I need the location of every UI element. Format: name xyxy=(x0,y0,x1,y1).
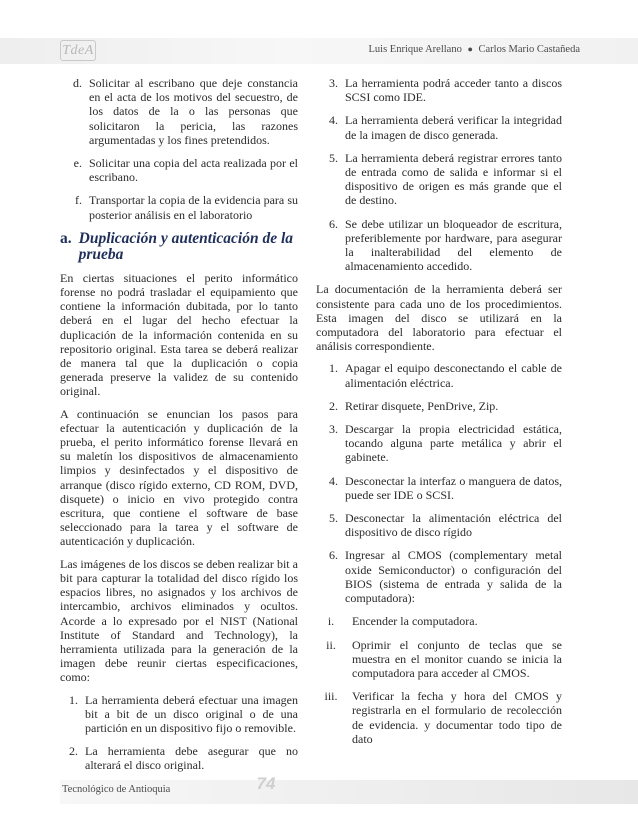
list-marker: 6. xyxy=(329,216,338,231)
list-item-text: Encender la computadora. xyxy=(352,614,478,629)
list-item-text: Oprimir el conjunto de teclas que se muestra en el monitor cuando se inicia la computadora para acceder al CMOS. xyxy=(352,637,562,680)
list-item xyxy=(316,399,562,413)
list-item-text: La herramienta deberá verificar la integridad de la imagen de disco generada. xyxy=(345,113,562,142)
list-marker: ii. xyxy=(326,637,336,652)
list-item xyxy=(60,156,298,184)
right-column xyxy=(316,76,562,755)
list-item-text: Se debe utilizar un bloqueador de escritura, preferiblemente por hardware, para asegurar la inalterabilidad del elemento de almacenamiento accedido. xyxy=(345,216,562,274)
list-marker: 4. xyxy=(329,473,338,488)
list-marker: 2. xyxy=(69,744,78,759)
list-item-text: Apagar el equipo desconectando el cable de alimentación eléctrica. xyxy=(345,361,562,390)
list-item xyxy=(316,76,562,104)
body-paragraph: En ciertas situaciones el perito informático forense no podrá trasladar el equipamiento que contiene la información dubitada, por lo tanto deberá en el lugar del hecho efectuar la duplicación de la información contenida en su repositorio original. Esta tarea se deberá realizar de manera tal que la duplicación o copia generada preserve la validez de su contenido original. xyxy=(60,270,298,399)
section-heading xyxy=(60,231,298,263)
list-marker: 2. xyxy=(329,398,338,413)
list-item-text: Descargar la propia electricidad estática, tocando alguna parte metálica y abrir el gabinete. xyxy=(345,422,562,465)
list-item-text: Verificar la fecha y hora del CMOS y registrarla en el formulario de recolección de evidencia. y documentar todo tipo de dato xyxy=(352,689,562,746)
section-title: Duplicación y autenticación de la prueba xyxy=(78,229,294,263)
list-item xyxy=(316,614,562,628)
list-item xyxy=(316,689,562,746)
list-marker: iii. xyxy=(324,689,338,704)
list-item xyxy=(316,217,562,274)
body-paragraph: Las imágenes de los discos se deben realizar bit a bit para capturar la totalidad del disco rígido los espacios libres, no asignados y los archivos de intercambio, archivos eliminados y ocultos. Acorde a lo expresado por el NIST (National Institute of Standard and Technology), la herramienta utilizada para la generación de la imagen debe reunir ciertas especificaciones, como: xyxy=(60,556,298,685)
section-letter: a. xyxy=(60,229,72,247)
left-column xyxy=(60,76,298,782)
page-footer xyxy=(0,770,638,820)
author-name: Carlos Mario Castañeda xyxy=(478,44,580,55)
list-item-text: Retirar disquete, PenDrive, Zip. xyxy=(345,398,499,413)
authors-line xyxy=(369,44,580,55)
list-item xyxy=(316,361,562,389)
page-header xyxy=(0,0,638,70)
list-item-text: La herramienta deberá efectuar una imagen bit a bit de un disco original o de una partición en un dispositivo fijo o removible. xyxy=(85,692,298,735)
list-item xyxy=(60,693,298,736)
list-item-text: Solicitar al escribano que deje constancia en el acta de los motivos del secuestro, de los datos de la o las personas que solicitaron la pericia, las razones argumentadas y los fines pretendidos. xyxy=(89,76,298,147)
author-name: Luis Enrique Arellano xyxy=(368,44,462,55)
list-marker: 5. xyxy=(329,150,338,165)
list-item-text: La herramienta podrá acceder tanto a discos SCSI como IDE. xyxy=(345,76,562,105)
list-item xyxy=(316,638,562,681)
list-marker: 3. xyxy=(329,422,338,437)
bullet-separator-icon: ● xyxy=(467,44,473,54)
list-item-text: La herramienta deberá registrar errores tanto de entrada como de salida e informar si el dispositivo de origen es más grande que el de destino. xyxy=(345,150,562,208)
list-item-text: Solicitar una copia del acta realizada por el escribano. xyxy=(89,156,298,185)
list-item xyxy=(316,474,562,502)
list-marker: i. xyxy=(327,614,335,629)
list-item-text: Desconectar la alimentación eléctrica del dispositivo de disco rígido xyxy=(345,511,562,540)
page-number: 74 xyxy=(256,774,276,793)
list-marker: e. xyxy=(73,156,82,171)
body-paragraph: A continuación se enuncian los pasos para efectuar la autenticación y duplicación de la prueba, el perito informático forense llevará en su maletín los dispositivos de almacenamiento limpios y desinfectados y el dispositivo de arranque (disco rígido externo, CD ROM, DVD, disquete) o inicio en vivo protegido contra escritura, que contiene el software de base seleccionado para la tarea y el software de autenticación y duplicación. xyxy=(60,406,298,549)
list-marker: f. xyxy=(75,193,82,208)
list-marker: 4. xyxy=(329,113,338,128)
list-marker: 3. xyxy=(329,76,338,90)
list-item-text: Ingresar al CMOS (complementary metal oxide Semiconductor) o configuración del BIOS (sistema de entrada y salida de la computadora): xyxy=(345,548,562,606)
list-item xyxy=(316,113,562,141)
list-marker: 5. xyxy=(329,511,338,526)
list-item xyxy=(316,151,562,208)
tdea-logo: TdeA xyxy=(60,40,96,61)
list-marker: d. xyxy=(73,76,82,90)
list-item xyxy=(60,744,298,772)
body-paragraph: La documentación de la herramienta deberá ser consistente para cada uno de los procedimientos. Esta imagen del disco se utilizará en la computadora del laboratorio para efectuar el análisis correspondiente. xyxy=(316,282,562,354)
list-item-text: Desconectar la interfaz o manguera de datos, puede ser IDE o SCSI. xyxy=(345,473,562,502)
list-item xyxy=(316,548,562,605)
list-marker: 6. xyxy=(329,548,338,563)
list-marker: 1. xyxy=(69,692,78,707)
list-item xyxy=(60,76,298,147)
institution-name: Tecnológico de Antioquia xyxy=(62,784,171,795)
list-item-text: Transportar la copia de la evidencia para su posterior análisis en el laboratorio xyxy=(89,193,298,222)
list-item-text: La herramienta debe asegurar que no alterará el disco original. xyxy=(85,744,298,773)
list-marker: 1. xyxy=(329,361,338,376)
list-item xyxy=(316,422,562,465)
list-item xyxy=(316,511,562,539)
list-item xyxy=(60,193,298,221)
